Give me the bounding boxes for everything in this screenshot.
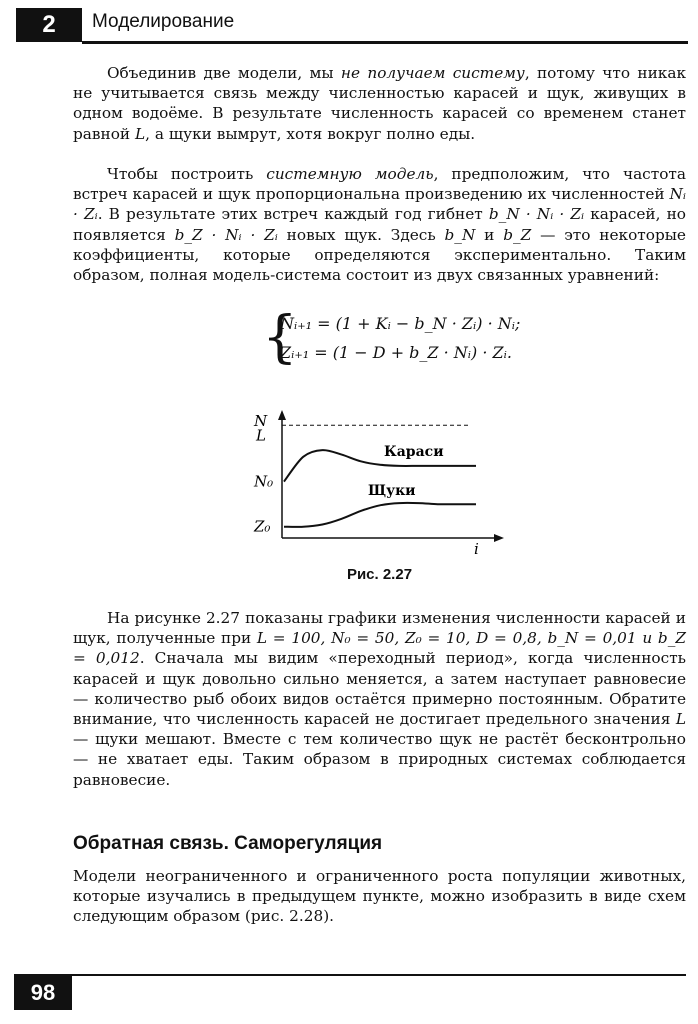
page-header xyxy=(10,5,690,45)
p2-and: и xyxy=(475,225,504,244)
x-axis-arrow xyxy=(494,534,504,542)
y-axis-label: N xyxy=(254,412,268,430)
p2-expr-2: b_N · Nᵢ · Zᵢ xyxy=(488,205,585,224)
series-label-karasi: Караси xyxy=(384,443,444,460)
equation-system xyxy=(262,305,522,370)
equation-2: Zᵢ₊₁ = (1 − D + b_Z · Nᵢ) · Zᵢ. xyxy=(280,343,512,362)
series-line-karasi xyxy=(284,450,476,482)
p2-text-a: Чтобы построить xyxy=(107,165,267,183)
p2-text-e: новых щук. Здесь xyxy=(277,225,445,244)
p2-text-b: , предположим, что частота встреч карасей и щук пропорциональна произведению их численностей xyxy=(73,165,687,204)
paragraph-4: Модели неограниченного и ограниченного роста популяции животных, которые изучались в предыдущем пункте, можно изобразить в виде схем следующим образом (рис. 2.28). xyxy=(73,867,686,926)
p3-text-c: — щуки мешают. Вместе с тем количество щук не растёт бесконтрольно — не хватает еды. Таким образом в природных системах соблюдается равновесие. xyxy=(73,730,686,789)
p1-text-b: , потому что никак не учитывается связь между численностью карасей и щук, живущих в одном водоёме. В результате численность карасей со временем станет равной xyxy=(73,64,686,143)
p3-params: L = 100, N₀ = 50, Z₀ = 10, D = 0,8, b_N = 0,01 и b_Z = 0,012 xyxy=(73,629,687,668)
p2-text-f: — это некоторые коэффициенты, которые определяются экспериментально. Таким образом, полная модель-система состоит из двух связанных уравнений: xyxy=(73,225,686,285)
p3-text-a: На рисунке 2.27 показаны графики изменения численности карасей и щук, полученные при xyxy=(73,609,686,648)
chapter-title: Моделирование xyxy=(92,11,235,32)
p2-text-c: . В результате этих встреч каждый год гибнет xyxy=(97,205,489,224)
p1-var-L: L xyxy=(135,124,146,143)
chapter-number: 2 xyxy=(16,8,82,42)
series-label-shchuki: Щуки xyxy=(368,483,416,500)
y-tick-L: L xyxy=(256,426,266,445)
p3-text-b: . Сначала мы видим «переходный период», когда численность карасей и щук довольно сильно меняется, а затем наступает равновесие — количество рыб обоих видов остаётся примерно постоянным. Обратите внимание, что численность карасей не достигает предельного значения xyxy=(73,649,686,729)
page-number: 98 xyxy=(14,974,72,1010)
equation-1: Nᵢ₊₁ = (1 + Kᵢ − b_N · Zᵢ) · Nᵢ; xyxy=(280,314,521,333)
x-axis-label: i xyxy=(474,540,479,558)
p1-emphasis: не получаем систему xyxy=(340,64,525,82)
p1-text-c: , а щуки вымрут, хотя вокруг полно еды. xyxy=(145,124,476,143)
p2-emphasis: системную модель xyxy=(266,165,434,183)
paragraph-2 xyxy=(73,164,686,285)
system-brace: { xyxy=(262,305,298,370)
population-chart xyxy=(238,400,518,560)
p3-var-L: L xyxy=(675,710,686,729)
p2-expr-1: Nᵢ · Zᵢ xyxy=(73,185,686,224)
series-line-shchuki xyxy=(284,503,476,527)
y-axis-arrow xyxy=(278,410,286,420)
p1-text-a: Объединив две модели, мы xyxy=(107,64,341,82)
y-tick-Z0: Z₀ xyxy=(254,517,271,536)
p2-var-bz: b_Z xyxy=(503,225,532,244)
header-rule xyxy=(82,41,688,44)
figure-caption: Рис. 2.27 xyxy=(346,566,413,583)
p2-expr-3: b_Z · Nᵢ · Zᵢ xyxy=(174,225,278,244)
paragraph-3 xyxy=(73,608,686,790)
paragraph-1 xyxy=(73,63,686,144)
y-tick-N0: N₀ xyxy=(254,472,274,491)
p2-var-bn: b_N xyxy=(444,225,476,244)
section-title: Обратная связь. Саморегуляция xyxy=(73,833,383,854)
footer-rule xyxy=(72,974,686,976)
p2-text-d: карасей, но появляется xyxy=(73,205,686,244)
